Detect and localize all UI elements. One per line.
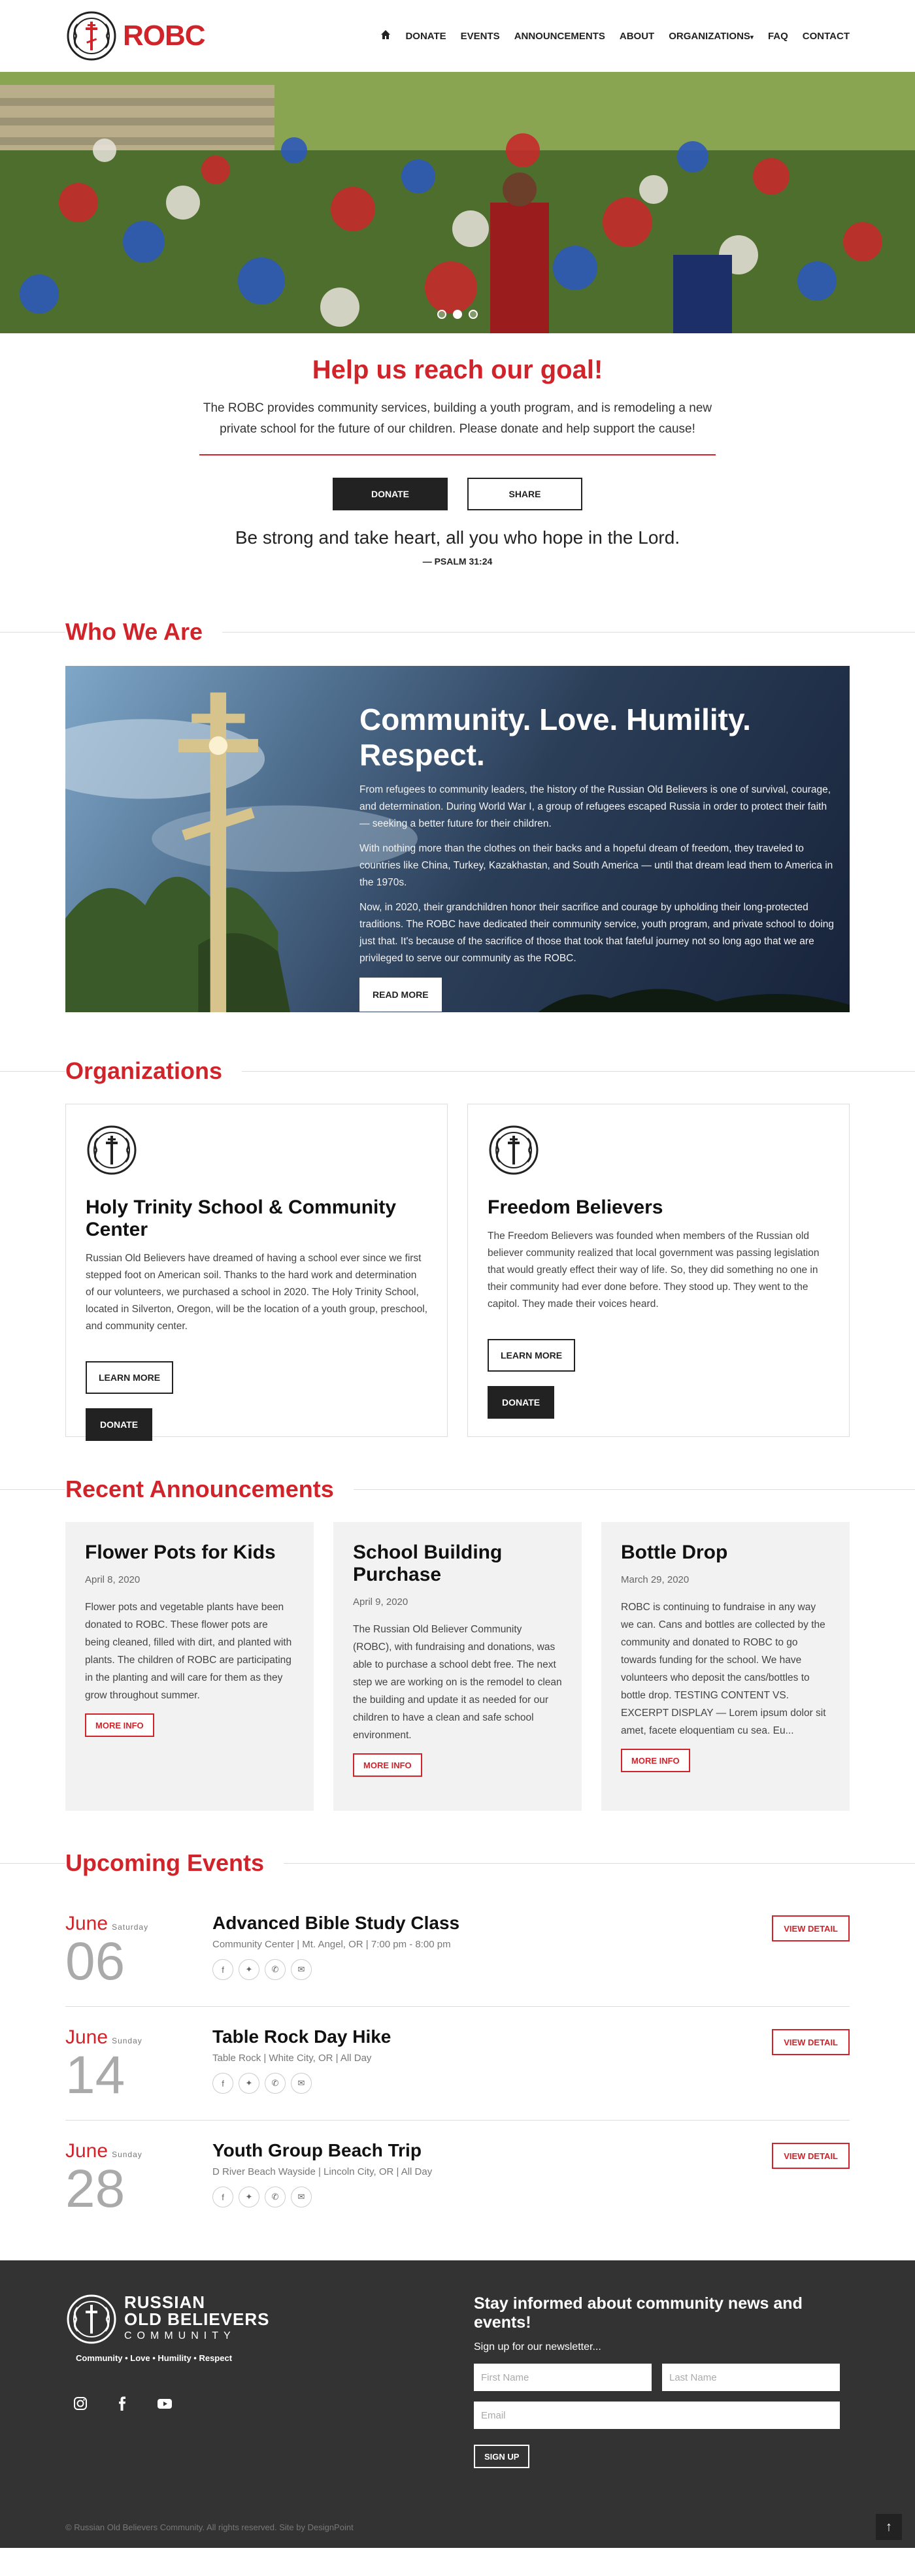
verse-text: Be strong and take heart, all you who hope in the Lord. — [235, 527, 680, 548]
hero-photo — [0, 72, 915, 333]
announcement-date: March 29, 2020 — [621, 1574, 690, 1585]
announcement-excerpt: Flower pots and vegetable plants have been donated to ROBC. These flower pots are being cleaned, filled with dirt, and planted with plants. The children of ROBC are participating in the planting and will care for them as they grow throughout summer. — [85, 1602, 292, 1701]
event-share — [212, 1959, 850, 1980]
site-header — [0, 0, 915, 72]
whatsapp-icon[interactable]: ✆ — [265, 2187, 286, 2207]
who-heading-row — [0, 612, 915, 652]
organizations-list — [65, 1104, 850, 1437]
more-info-button[interactable]: MORE INFO — [353, 1753, 422, 1777]
announcement-excerpt: ROBC is continuing to fundraise in any way we can. Cans and bottles are collected by the community and donated to ROBC to go towards funding for the school. We have volunteers who deposit the cans/bottles to bottle drop. TESTING CONTENT VS. EXCERPT DISPLAY — Lorem ipsum dolor sit amet, facete eloquentiam cu sea. Eu... — [621, 1602, 826, 1736]
event-meta: Table Rock | White City, OR | All Day — [212, 2053, 372, 2064]
nav-contact[interactable]: CONTACT — [802, 30, 850, 42]
arrow-up-icon: ↑ — [886, 2519, 892, 2534]
slider-dot-2[interactable] — [453, 310, 462, 319]
who-title: Community. Love. Humility. Respect. — [359, 702, 751, 772]
event-day: 14 — [65, 2045, 125, 2105]
newsletter — [474, 2294, 840, 2468]
seal-icon — [488, 1124, 540, 1176]
seal-icon — [86, 1124, 138, 1176]
announcements-heading-row — [0, 1470, 915, 1509]
nav-faq[interactable]: FAQ — [767, 30, 788, 42]
announcements-list — [65, 1522, 850, 1811]
facebook-icon[interactable]: f — [212, 2073, 233, 2094]
footer-logo-line2: OLD BELIEVERS — [124, 2309, 270, 2329]
org-title: Freedom Believers — [488, 1197, 663, 1218]
footer-logo-line3: COMMUNITY — [124, 2330, 236, 2341]
donate-button[interactable]: DONATE — [333, 478, 448, 510]
events-heading: Upcoming Events — [65, 1849, 265, 1876]
event-meta: Community Center | Mt. Angel, OR | 7:00 pm - 8:00 pm — [212, 1939, 451, 1950]
who-overlay — [359, 702, 837, 1012]
org-card — [467, 1104, 850, 1437]
event-day: 28 — [65, 2159, 125, 2219]
brand-name: ROBC — [123, 20, 205, 52]
orgs-heading: Organizations — [65, 1057, 223, 1084]
sign-up-button[interactable]: SIGN UP — [474, 2445, 529, 2468]
announcement-title[interactable]: Flower Pots for Kids — [85, 1542, 276, 1563]
read-more-button[interactable]: READ MORE — [359, 978, 442, 1012]
twitter-icon[interactable]: ✦ — [239, 2073, 259, 2094]
learn-more-button[interactable]: LEARN MORE — [488, 1339, 575, 1372]
instagram-icon[interactable] — [73, 2396, 88, 2415]
who-paragraph: From refugees to community leaders, the history of the Russian Old Believers is one of survival, courage, and determination. During World War I, a group of refugees escaped Russia in order to protect their faith — seeking a better future for their children. — [359, 784, 831, 829]
more-info-button[interactable]: MORE INFO — [621, 1749, 690, 1772]
announcement-date: April 8, 2020 — [85, 1574, 141, 1585]
who-paragraph: With nothing more than the clothes on their backs and a hopeful dream of freedom, they traveled to countries like China, Turkey, Kazakhastan, and South America — until that dream lead them to America in the 1970s. — [359, 843, 833, 888]
event-weekday: Saturday — [112, 1923, 149, 1932]
newsletter-subtitle: Sign up for our newsletter... — [474, 2341, 601, 2353]
nav-events[interactable]: EVENTS — [460, 30, 500, 42]
heading-line — [354, 1489, 915, 1490]
share-button[interactable]: SHARE — [467, 478, 582, 510]
nav-announcements[interactable]: ANNOUNCEMENTS — [514, 30, 605, 42]
announcement-excerpt: The Russian Old Believer Community (ROBC), with fundraising and donations, was able to purchase a school debt free. The next step we are working on is the remodel to clean the building and update it as needed for our children to have a clean and safe school environment. — [353, 1624, 562, 1741]
announcement-card — [333, 1522, 582, 1811]
heading-line — [222, 632, 915, 633]
events-list — [65, 1893, 850, 2234]
site-footer — [0, 2260, 915, 2548]
whatsapp-icon[interactable]: ✆ — [265, 2073, 286, 2094]
announcement-card — [65, 1522, 314, 1811]
twitter-icon[interactable]: ✦ — [239, 2187, 259, 2207]
announcement-title[interactable]: Bottle Drop — [621, 1542, 728, 1563]
chevron-down-icon: ▾ — [750, 33, 754, 41]
footer-logo-line1: RUSSIAN — [124, 2292, 206, 2312]
event-weekday: Sunday — [112, 2036, 142, 2045]
event-date — [65, 2140, 212, 2219]
heading-line — [0, 1863, 65, 1864]
event-body — [212, 2140, 850, 2215]
announcement-date: April 9, 2020 — [353, 1596, 408, 1608]
first-name-field[interactable] — [474, 2364, 652, 2391]
email-icon[interactable]: ✉ — [291, 2073, 312, 2094]
nav-organizations[interactable] — [669, 31, 754, 42]
goal-buttons — [0, 478, 915, 510]
nav-about[interactable]: ABOUT — [619, 30, 655, 42]
twitter-icon[interactable]: ✦ — [239, 1959, 259, 1980]
view-detail-button[interactable]: VIEW DETAIL — [772, 1915, 850, 1941]
newsletter-title: Stay informed about community news and events! — [474, 2294, 803, 2332]
copyright-text: © Russian Old Believers Community. All rights reserved. Site by DesignPoint — [65, 2522, 354, 2532]
whatsapp-icon[interactable]: ✆ — [265, 1959, 286, 1980]
footer-logo-text — [124, 2294, 269, 2345]
footer-social — [73, 2396, 173, 2415]
event-title[interactable]: Advanced Bible Study Class — [212, 1913, 460, 1933]
nav-donate[interactable]: DONATE — [405, 30, 446, 42]
event-weekday: Sunday — [112, 2150, 142, 2159]
event-row — [65, 1893, 850, 2007]
event-share — [212, 2073, 850, 2094]
event-day: 06 — [65, 1932, 125, 1991]
newsletter-name-row — [474, 2364, 840, 2391]
seal-icon — [65, 10, 118, 62]
event-share — [212, 2187, 850, 2207]
announcement-card — [601, 1522, 850, 1811]
goal-section — [0, 333, 915, 586]
more-info-button[interactable]: MORE INFO — [85, 1713, 154, 1737]
goal-divider — [199, 454, 716, 455]
footer-tagline: Community • Love • Humility • Respect — [76, 2353, 233, 2363]
email-icon[interactable]: ✉ — [291, 2187, 312, 2207]
who-we-are-banner — [65, 666, 850, 1012]
announcement-title[interactable]: School Building Purchase — [353, 1542, 503, 1585]
hero-slider[interactable] — [0, 72, 915, 333]
event-body — [212, 2026, 850, 2100]
event-row — [65, 2121, 850, 2234]
seal-icon — [65, 2293, 118, 2345]
back-to-top-button[interactable] — [876, 2514, 902, 2540]
event-date — [65, 1913, 212, 1991]
org-text: Russian Old Believers have dreamed of having a school ever since we first stepped foot on American soil. Thanks to the hard work and determination of our volunteers, we purchased a school in 2020. The Holy Trinity School, located in Silverton, Oregon, will be the location of a youth group, preschool, and community center. — [86, 1253, 428, 1332]
facebook-icon[interactable]: f — [212, 1959, 233, 1980]
org-card — [65, 1104, 448, 1437]
event-title[interactable]: Table Rock Day Hike — [212, 2026, 391, 2047]
event-body — [212, 1913, 850, 1987]
home-icon[interactable] — [380, 29, 391, 42]
last-name-field[interactable] — [662, 2364, 840, 2391]
email-field[interactable] — [474, 2402, 840, 2429]
donate-button[interactable]: DONATE — [86, 1408, 152, 1441]
facebook-icon[interactable] — [115, 2396, 129, 2415]
events-heading-row — [0, 1843, 915, 1883]
slider-dots — [437, 310, 478, 319]
who-paragraph: Now, in 2020, their grandchildren honor their sacrifice and courage by upholding their long-protected traditions. The ROBC have dedicated their community service, youth program, and private school to doing just that. It's because of the sacrifice of those that took that fateful journey not so long ago that we are privileged to serve our community as the ROBC. — [359, 902, 835, 964]
footer-logo[interactable] — [65, 2293, 269, 2345]
heading-line — [0, 632, 65, 633]
org-text: The Freedom Believers was founded when members of the Russian old believer community realized that local government was passing legislation that would greatly effect their way of life. So, they did something no one in their community had ever done before. They stood up. They went to the capitol. They made their voices heard. — [488, 1230, 820, 1310]
event-meta: D River Beach Wayside | Lincoln City, OR | All Day — [212, 2166, 433, 2177]
verse-reference: — PSALM 31:24 — [422, 556, 493, 567]
event-date — [65, 2026, 212, 2105]
event-month: June — [65, 2026, 108, 2048]
goal-title: Help us reach our goal! — [312, 355, 603, 384]
event-month: June — [65, 2140, 108, 2162]
slider-dot-3[interactable] — [469, 310, 478, 319]
nav-organizations-label: ORGANIZATIONS — [669, 30, 750, 42]
event-month: June — [65, 1913, 108, 1934]
youtube-icon[interactable] — [157, 2396, 173, 2415]
heading-line — [0, 1071, 65, 1072]
who-heading: Who We Are — [65, 618, 203, 645]
event-row — [65, 2007, 850, 2121]
facebook-icon[interactable]: f — [212, 2187, 233, 2207]
view-detail-button[interactable]: VIEW DETAIL — [772, 2143, 850, 2169]
heading-line — [0, 1489, 65, 1490]
email-icon[interactable]: ✉ — [291, 1959, 312, 1980]
heading-line — [284, 1863, 915, 1864]
view-detail-button[interactable]: VIEW DETAIL — [772, 2029, 850, 2055]
event-title[interactable]: Youth Group Beach Trip — [212, 2140, 422, 2160]
orgs-heading-row — [0, 1051, 915, 1091]
announcements-heading: Recent Announcements — [65, 1476, 334, 1502]
goal-text: The ROBC provides community services, building a youth program, and is remodeling a new private school for the future of our children. Please donate and help support the cause! — [203, 401, 712, 436]
learn-more-button[interactable]: LEARN MORE — [86, 1361, 173, 1394]
main-nav — [380, 29, 850, 42]
heading-line — [242, 1071, 915, 1072]
donate-button[interactable]: DONATE — [488, 1386, 554, 1419]
slider-dot-1[interactable] — [437, 310, 446, 319]
org-title: Holy Trinity School & Community Center — [86, 1197, 397, 1240]
site-logo[interactable] — [65, 10, 205, 62]
